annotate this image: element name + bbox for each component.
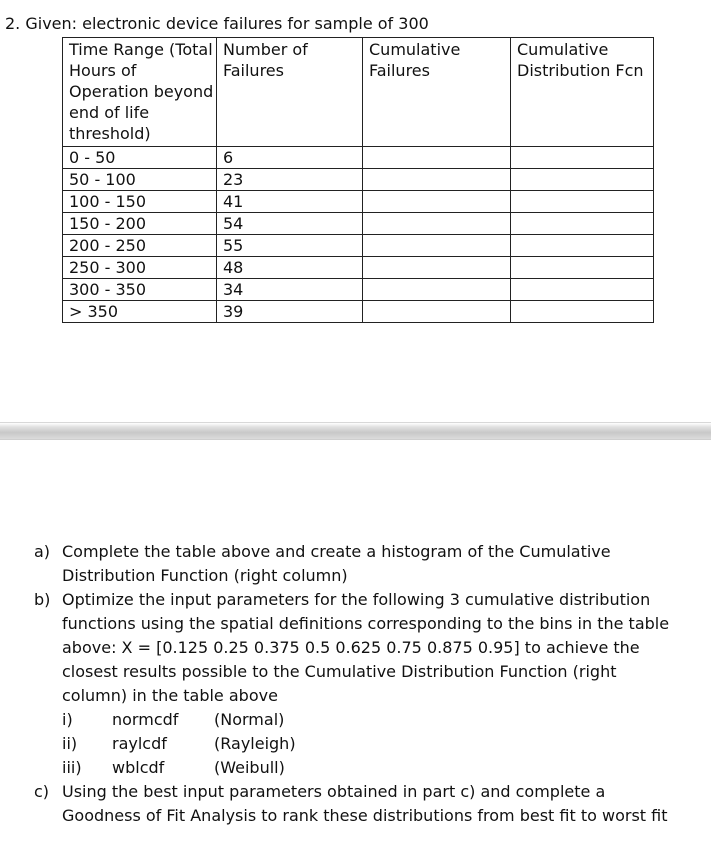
question-b-letter: b) (34, 590, 51, 609)
question-c-letter: c) (34, 782, 50, 801)
cell-failures: 39 (217, 301, 363, 323)
cell-cdf (511, 257, 654, 279)
table-row (63, 191, 654, 213)
cell-time-range: > 350 (63, 301, 217, 323)
distribution-name: (Normal) (214, 710, 285, 729)
question-c-text: Using the best input parameters obtained in part c) and complete a Goodness of Fit Analysis to rank these distributions from best fit to worst fit (62, 782, 668, 825)
question-a-text: Complete the table above and create a histogram of the Cumulative Distribution Function (right column) (62, 542, 611, 585)
list-item (62, 708, 674, 732)
cell-time-range: 300 - 350 (63, 279, 217, 301)
cell-cumulative (363, 169, 511, 191)
list-item (62, 756, 674, 780)
cell-cumulative (363, 257, 511, 279)
cell-failures: 41 (217, 191, 363, 213)
question-a (34, 540, 674, 588)
cell-failures: 6 (217, 147, 363, 169)
function-name: normcdf (112, 710, 179, 729)
distribution-name: (Weibull) (214, 758, 285, 777)
cell-failures: 23 (217, 169, 363, 191)
function-name: wblcdf (112, 758, 165, 777)
list-item (62, 732, 674, 756)
cell-cumulative (363, 213, 511, 235)
cell-cdf (511, 213, 654, 235)
cell-failures: 54 (217, 213, 363, 235)
cell-cumulative (363, 235, 511, 257)
table-header-row (63, 38, 654, 147)
cell-cdf (511, 279, 654, 301)
cell-cdf (511, 147, 654, 169)
cell-failures: 34 (217, 279, 363, 301)
cell-time-range: 200 - 250 (63, 235, 217, 257)
table-row (63, 301, 654, 323)
cell-failures: 55 (217, 235, 363, 257)
table-row (63, 235, 654, 257)
cell-time-range: 100 - 150 (63, 191, 217, 213)
question-b (34, 588, 674, 708)
questions-list (34, 540, 674, 828)
page-divider (0, 422, 711, 440)
cell-cdf (511, 301, 654, 323)
failures-table (62, 37, 654, 323)
header-number-of-failures: Number of Failures (217, 38, 363, 147)
cell-time-range: 250 - 300 (63, 257, 217, 279)
question-a-letter: a) (34, 542, 51, 561)
header-cumulative-distribution: Cumulative Distribution Fcn (511, 38, 654, 147)
cell-cdf (511, 235, 654, 257)
item-number: ii) (62, 734, 78, 753)
cell-cdf (511, 169, 654, 191)
cell-cumulative (363, 191, 511, 213)
question-b-text: Optimize the input parameters for the following 3 cumulative distribution functions using the spatial definitions corresponding to the bins in the table above: X = [0.125 0.25 0.375 0.5 0.625 0.75 0.875 0.95] to achieve the closest results possible to the Cumulative Distribution Function (right column) in the table above (62, 590, 670, 705)
cell-time-range: 50 - 100 (63, 169, 217, 191)
item-number: iii) (62, 758, 82, 777)
cell-cumulative (363, 147, 511, 169)
cell-time-range: 150 - 200 (63, 213, 217, 235)
cell-cumulative (363, 279, 511, 301)
item-number: i) (62, 710, 73, 729)
cell-time-range: 0 - 50 (63, 147, 217, 169)
header-cumulative-failures: Cumulative Failures (363, 38, 511, 147)
problem-heading: 2. Given: electronic device failures for sample of 300 (5, 14, 429, 33)
cell-failures: 48 (217, 257, 363, 279)
table-row (63, 279, 654, 301)
header-time-range: Time Range (Total Hours of Operation beyond end of life threshold) (63, 38, 217, 147)
cell-cumulative (363, 301, 511, 323)
cell-cdf (511, 191, 654, 213)
function-name: raylcdf (112, 734, 167, 753)
table-row (63, 169, 654, 191)
distribution-name: (Rayleigh) (214, 734, 296, 753)
question-c (34, 780, 674, 828)
table-row (63, 213, 654, 235)
table-row (63, 147, 654, 169)
table-row (63, 257, 654, 279)
